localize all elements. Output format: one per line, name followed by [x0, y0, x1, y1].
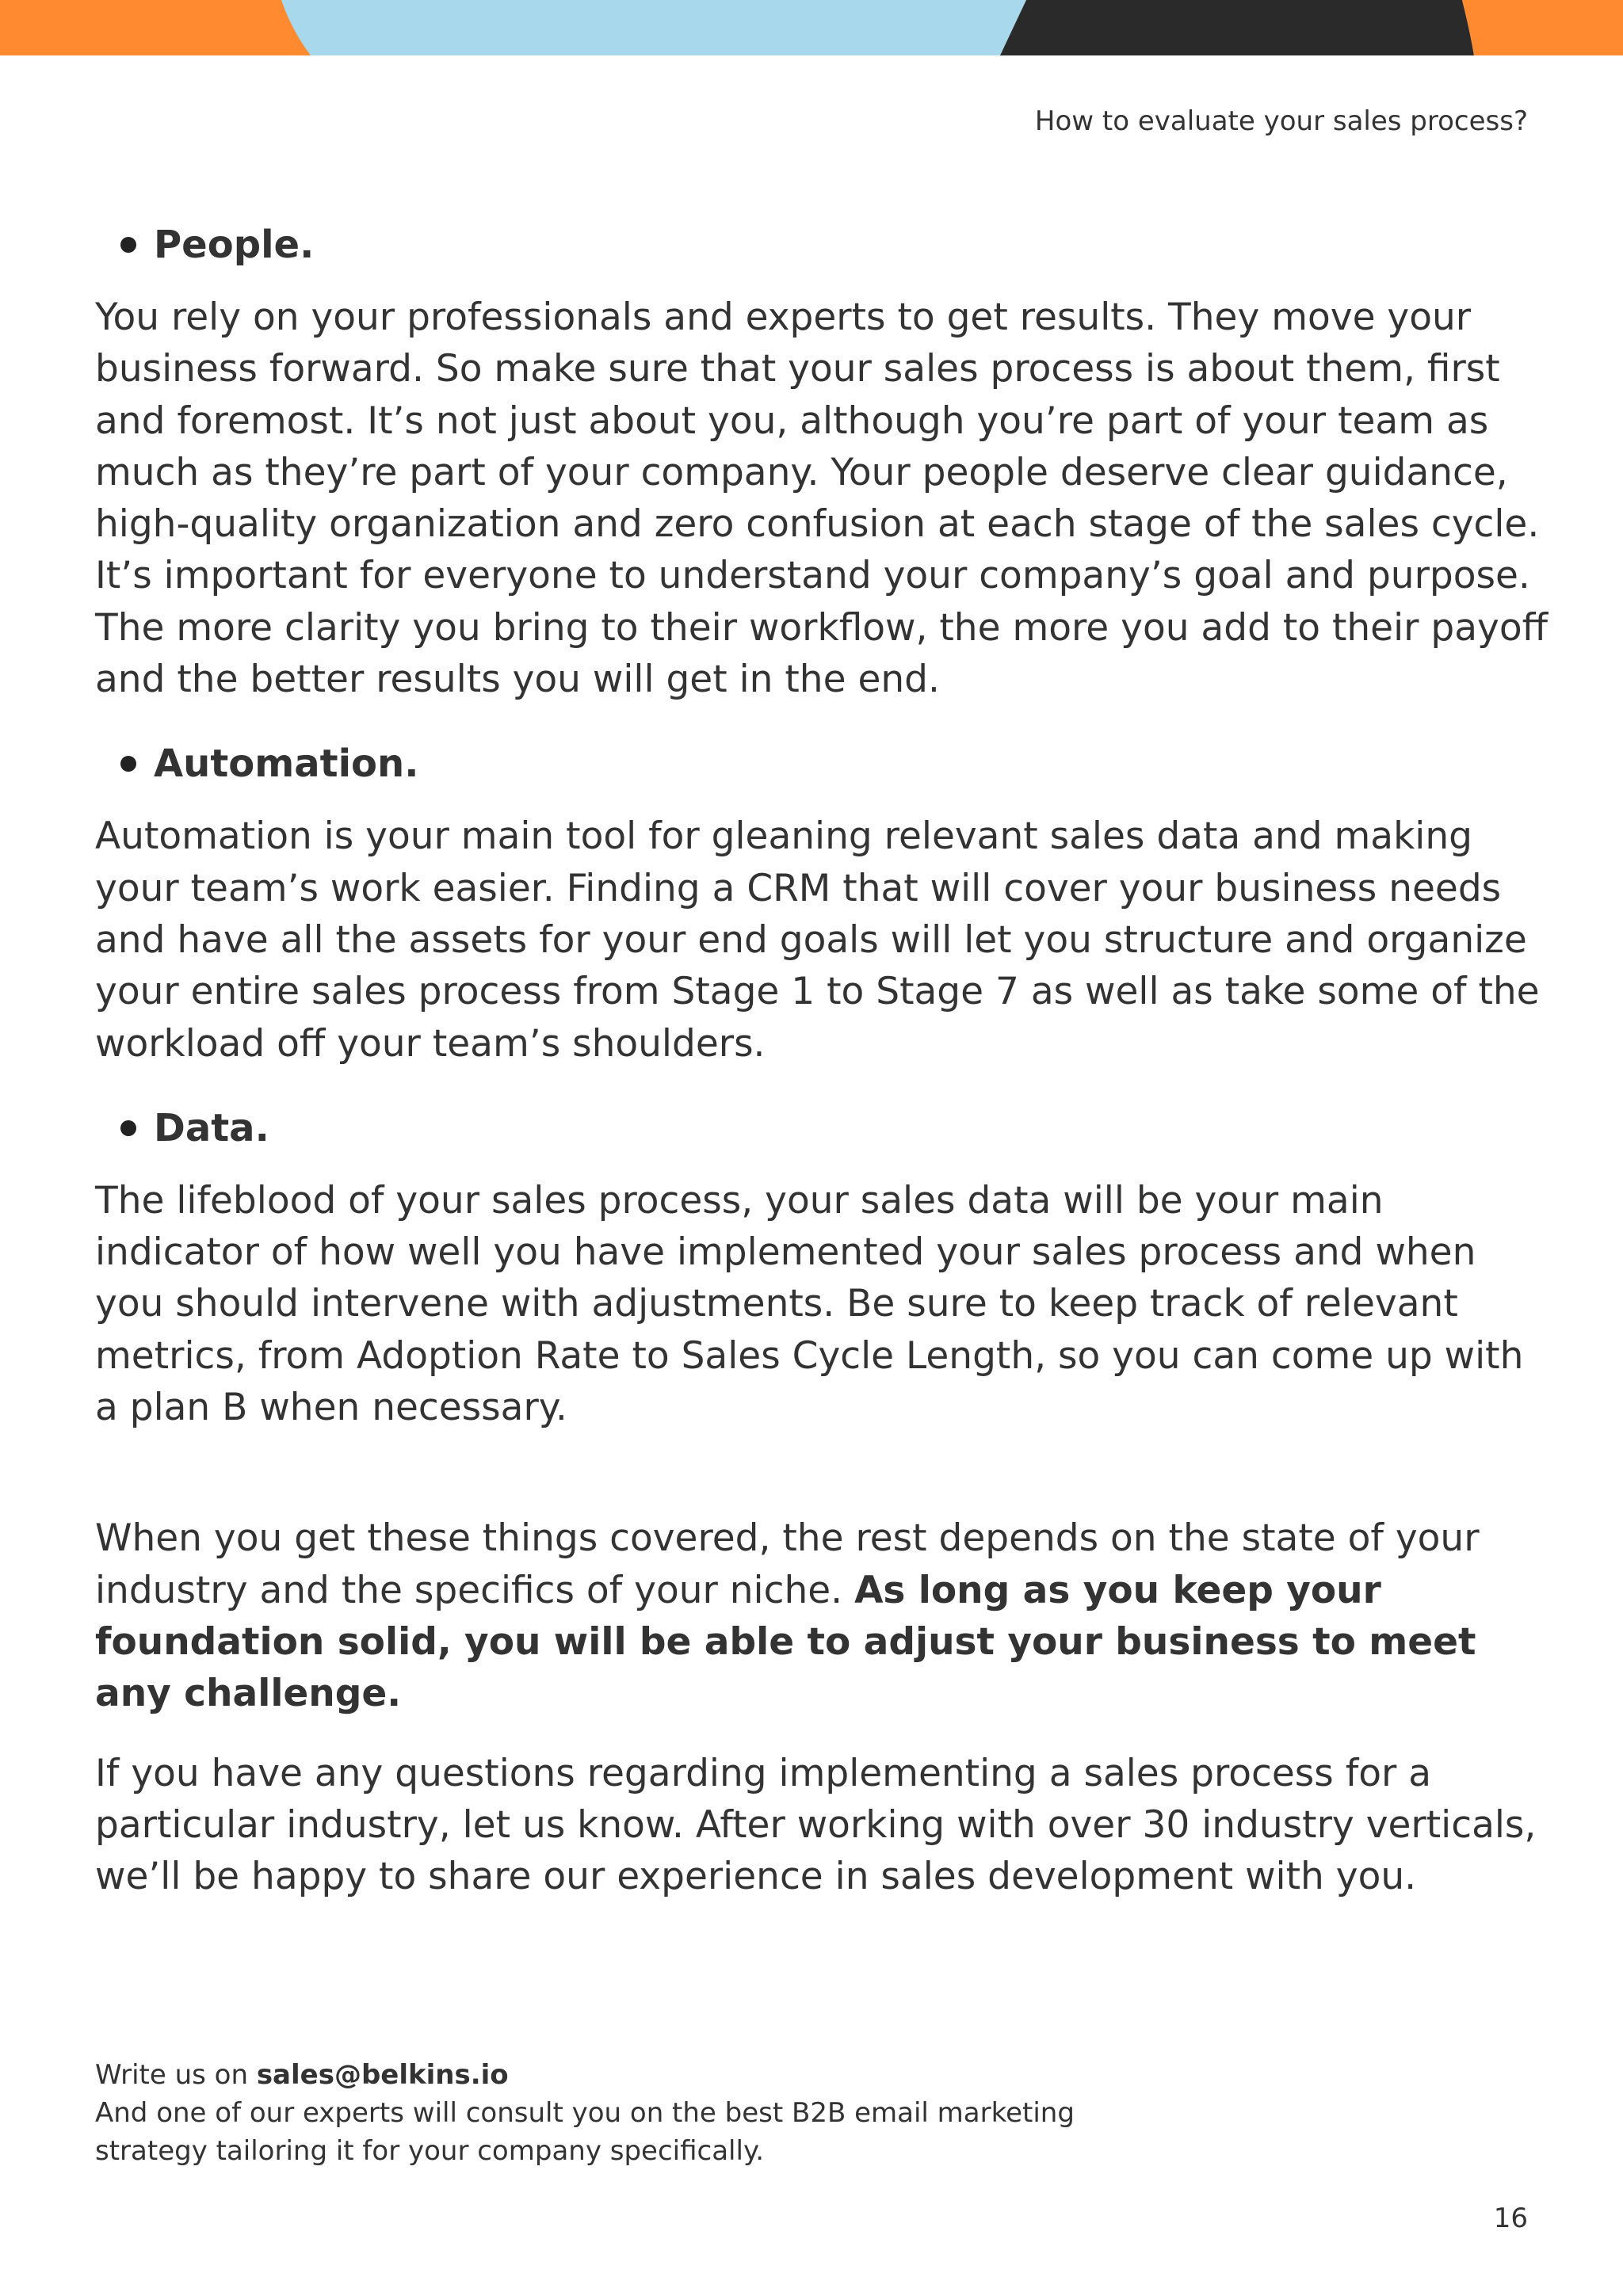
section-heading-label: Automation. [154, 742, 419, 787]
footer-line-email [95, 2056, 1205, 2094]
footer-line-3: strategy tailoring it for your company specifically. [95, 2135, 765, 2167]
section-body-people: You rely on your professionals and experts to get results. They move your business forward. So make sure that your sales process is about them, first and foremost. It’s not just about you, although you’re part of your team as much as they’re part of your company. Your people deserve clear guidance, high-quality organization and zero confusion at each stage of the sales cycle. It’s important for everyone to understand your company’s goal and purpose. The more clarity you bring to their workflow, the more you add to their payoff and the better results you will get in the end. [95, 296, 1548, 702]
page-number: 16 [1493, 2203, 1528, 2234]
closing-paragraph: If you have any questions regarding implementing a sales process for a particular industry, let us know. After working with over 30 industry verticals, we’ll be happy to share our experience in sales development with you. [95, 1751, 1537, 1899]
main-content [95, 214, 1553, 1902]
section-body-data: The lifeblood of your sales process, your sales data will be your main indicator of how well you have implemented your sales process and when you should intervene with adjustments. Be sure to keep track of relevant metrics, from Adoption Rate to Sales Cycle Length, so you can come up with a plan B when necessary. [95, 1178, 1524, 1430]
bullet-icon [120, 237, 136, 253]
section-heading-label: Data. [154, 1105, 269, 1150]
bullet-icon [120, 756, 136, 772]
document-header-title: How to evaluate your sales process? [1034, 105, 1528, 137]
conclusion-bold-text: As long as you keep your foundation solid, you will be able to adjust your business to meet any challenge. [95, 1568, 1476, 1716]
section-body-automation: Automation is your main tool for gleaning relevant sales data and making your team’s work easier. Finding a CRM that will cover your business needs and have all the assets for your end goals will let you structure and organize your entire sales process from Stage 1 to Stage 7 as well as take some of the workload off your team’s shoulders. [95, 814, 1540, 1066]
section-heading-data [120, 1097, 1553, 1159]
light-blue-shape [281, 0, 1026, 55]
section-heading-label: People. [154, 223, 315, 267]
conclusion-paragraph [95, 1512, 1553, 1719]
orange-band-right [1462, 0, 1623, 55]
conclusion-text: When you get these things covered, the rest depends on the state of your industry and the specifics of your niche. [95, 1516, 1480, 1612]
orange-band-left [0, 0, 317, 55]
dark-shape [1000, 0, 1474, 55]
decorative-top-band [0, 0, 1623, 55]
section-heading-automation [120, 733, 1553, 795]
footer-email-link[interactable]: sales@belkins.io [256, 2059, 509, 2091]
footer-contact [95, 2056, 1205, 2170]
footer-prefix: Write us on [95, 2059, 248, 2091]
bullet-icon [120, 1120, 136, 1136]
section-heading-people [120, 214, 1553, 276]
footer-line-2: And one of our experts will consult you on the best B2B email marketing [95, 2097, 1075, 2129]
